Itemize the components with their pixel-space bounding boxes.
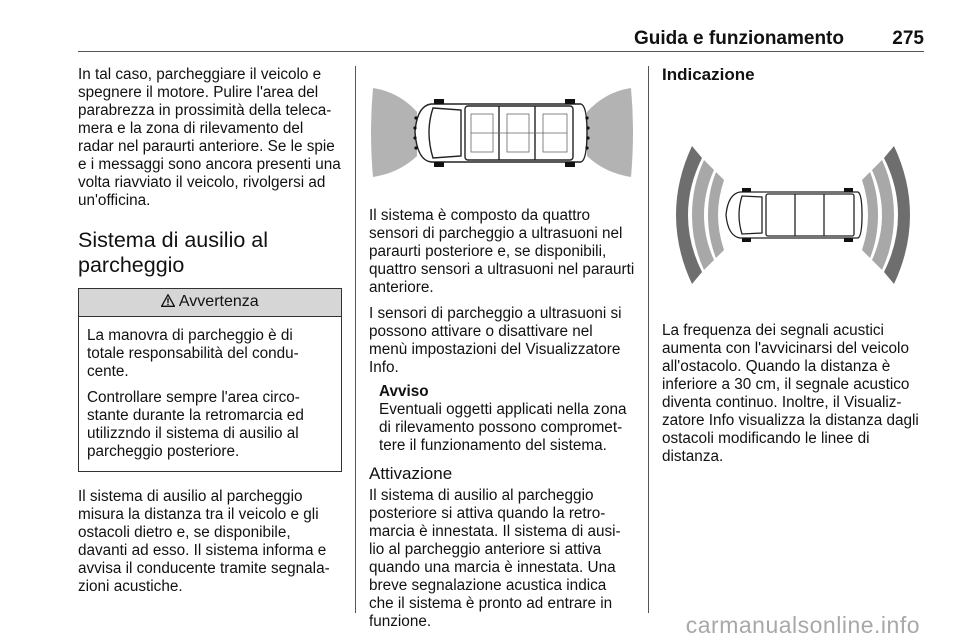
body-paragraph: Il sistema di ausilio al parcheggio misura la distanza tra il veicolo e gli ostacoli dietro e, se disponibile, davanti ad esso. Il sistema informa e avvisa il conducente tramite segnala-zioni acustiche. bbox=[78, 488, 330, 595]
body-paragraph: I sensori di parcheggio a ultrasuoni si possono attivare o disattivare nel menù impostazioni del Visualizzatore Info. bbox=[369, 305, 622, 376]
warning-box bbox=[78, 288, 342, 472]
parking-sensor-zones-illustration bbox=[369, 74, 635, 189]
distance-lines-illustration bbox=[662, 140, 924, 290]
page-number: 275 bbox=[892, 28, 924, 49]
intro-paragraph: In tal caso, parcheggiare il veicolo e spegnere il motore. Pulire l'area del parabrezza in prossimità della teleca-mera e la zona di rilevamento del radar nel paraurti anteriore. Se le spie e i messaggi sono ancora presenti una volta riavviato il veicolo, rivolgersi ad un'officina. bbox=[78, 66, 341, 209]
warning-body bbox=[79, 317, 341, 471]
warning-header bbox=[79, 289, 341, 317]
subsection-title: Indicazione bbox=[662, 65, 755, 84]
note-block bbox=[369, 383, 635, 455]
header-title: Guida e funzionamento bbox=[633, 28, 844, 49]
watermark: carmanualsonline.info bbox=[685, 612, 920, 638]
column-divider bbox=[355, 66, 356, 613]
page-header bbox=[78, 28, 924, 50]
column-2 bbox=[369, 66, 635, 639]
subsection-title: Attivazione bbox=[369, 464, 453, 483]
warning-title: Avvertenza bbox=[178, 293, 259, 310]
section-title: Sistema di ausilio al parcheggio bbox=[78, 228, 269, 277]
body-paragraph: Il sistema di ausilio al parcheggio posteriore si attiva quando la retro-marcia è innestata. Il sistema di ausi-lio al parcheggio anteriore si attiva quando una marcia è innestata. Una breve segnalazione acustica indica che il sistema è pronto ad entrare in funzione. bbox=[369, 487, 621, 630]
body-paragraph: Il sistema è composto da quattro sensori di parcheggio a ultrasuoni nel paraurti posteriore e, se disponibili, quattro sensori a ultrasuoni nel paraurti anteriore. bbox=[369, 207, 635, 296]
note-text: Eventuali oggetti applicati nella zona di rilevamento possono compromet-tere il funzionamento del sistema. bbox=[379, 401, 627, 454]
warning-paragraph: Controllare sempre l'area circo-stante durante la retromarcia ed utilizzndo il sistema di ausilio al parcheggio posteriore. bbox=[87, 389, 304, 460]
column-1 bbox=[78, 66, 342, 604]
body-paragraph: La frequenza dei segnali acustici aumenta con l'avvicinarsi del veicolo all'ostacolo. Quando la distanza è inferiore a 30 cm, il segnale acustico diventa continuo. Inoltre, il Visualiz-zatore Info visualizza la distanza dagli ostacoli modificando le linee di distanza. bbox=[662, 322, 919, 465]
note-title: Avviso bbox=[379, 383, 429, 400]
header-rule bbox=[78, 51, 924, 52]
warning-paragraph: La manovra di parcheggio è di totale responsabilità del condu-cente. bbox=[87, 327, 299, 380]
warning-triangle-icon bbox=[161, 293, 179, 310]
column-divider bbox=[648, 66, 649, 613]
column-3 bbox=[662, 66, 924, 474]
